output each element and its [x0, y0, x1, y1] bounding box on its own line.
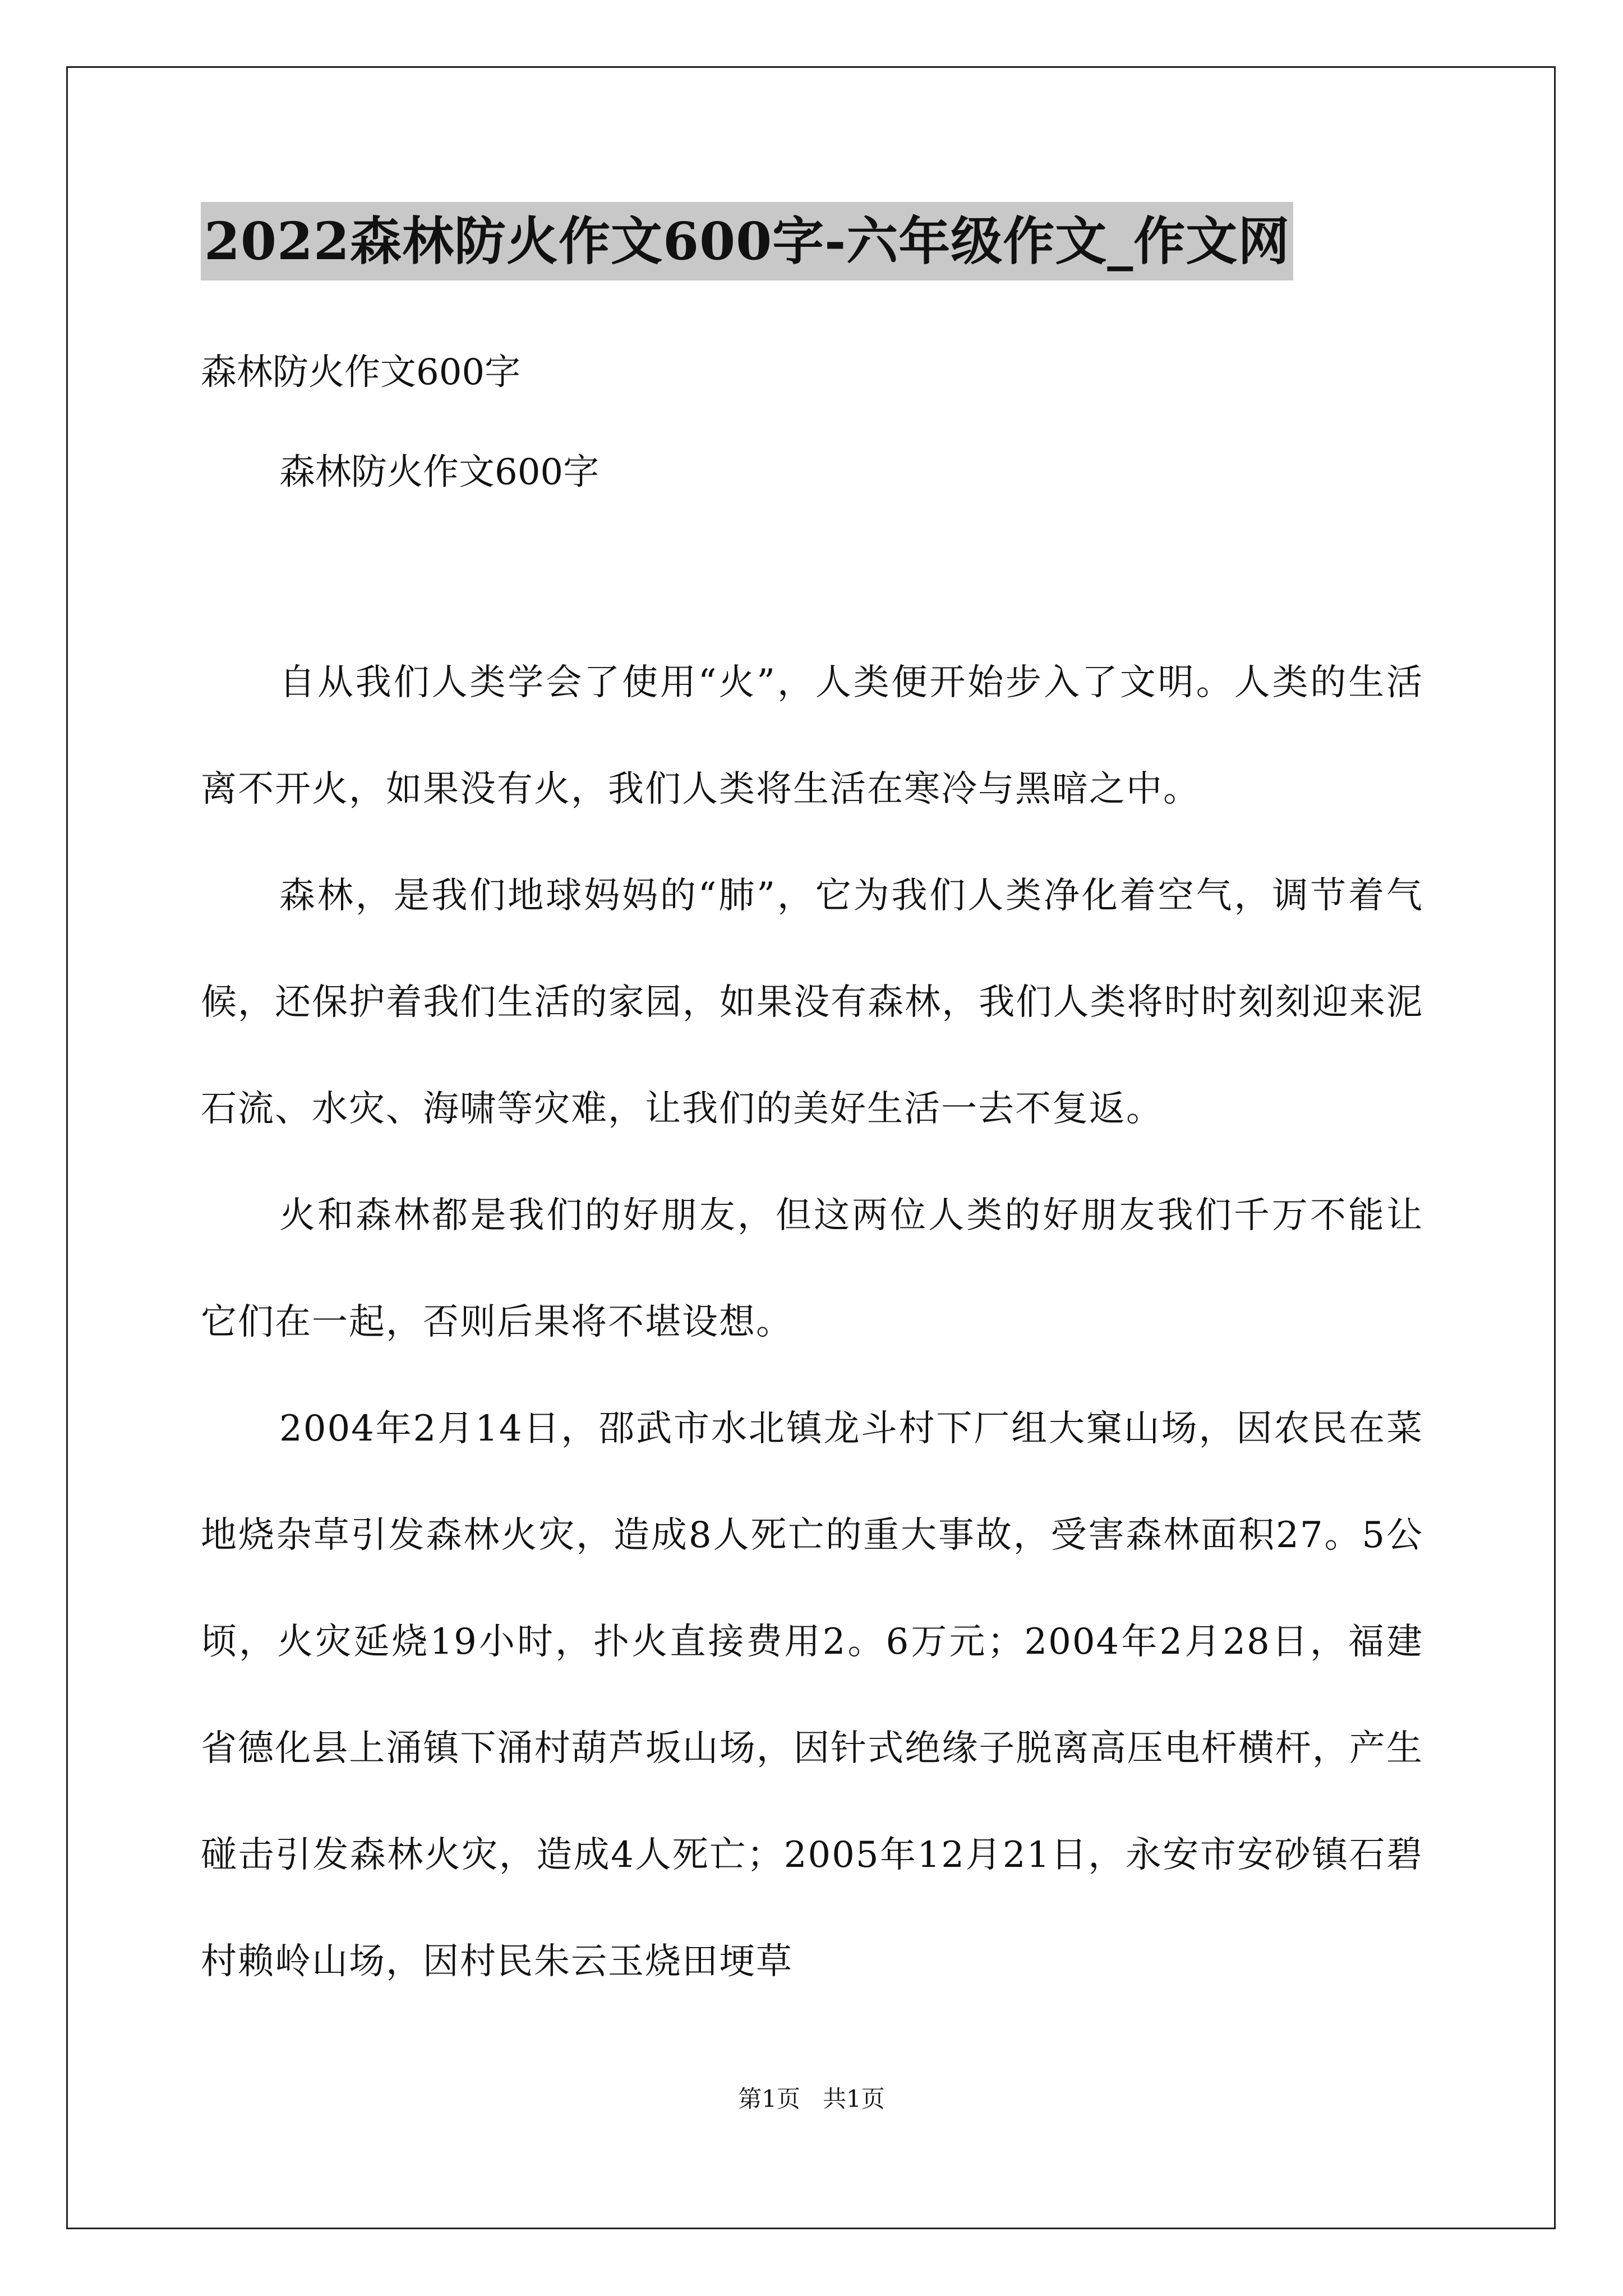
paragraph: 自从我们人类学会了使用“火”，人类便开始步入了文明。人类的生活离不开火，如果没有火，我们人类将生活在寒冷与黑暗之中。	[201, 662, 1423, 810]
document-subtitle-repeat: 森林防火作文600字	[279, 452, 600, 493]
document-title: 2022森林防火作文600字-六年级作文_作文网	[201, 202, 1293, 280]
paragraph: 2004年2月14日，邵武市水北镇龙斗村下厂组大窠山场，因农民在菜地烧杂草引发森林火灾，造成8人死亡的重大事故，受害森林面积27。5公顷，火灾延烧19小时，扑火直接费用2。6万元；2004年2月28日，福建省德化县上涌镇下涌村葫芦坂山场，因针式绝缘子脱离高压电杆横杆，产生碰击引发森林火灾，造成4人死亡；2005年12月21日，永安市安砂镇石碧村赖岭山场，因村民朱云玉烧田埂草	[201, 1408, 1423, 1982]
document-content	[201, 202, 1423, 2015]
paragraph: 火和森林都是我们的好朋友，但这两位人类的好朋友我们千万不能让它们在一起，否则后果将不堪设想。	[201, 1195, 1423, 1343]
document-body	[201, 629, 1423, 2015]
document-subtitle: 森林防火作文600字	[201, 352, 521, 393]
paragraph: 森林，是我们地球妈妈的“肺”，它为我们人类净化着空气，调节着气候，还保护着我们生活的家园，如果没有森林，我们人类将时时刻刻迎来泥石流、水灾、海啸等灾难，让我们的美好生活一去不复返。	[201, 875, 1423, 1130]
page-footer: 第1页 共1页	[738, 2085, 885, 2113]
